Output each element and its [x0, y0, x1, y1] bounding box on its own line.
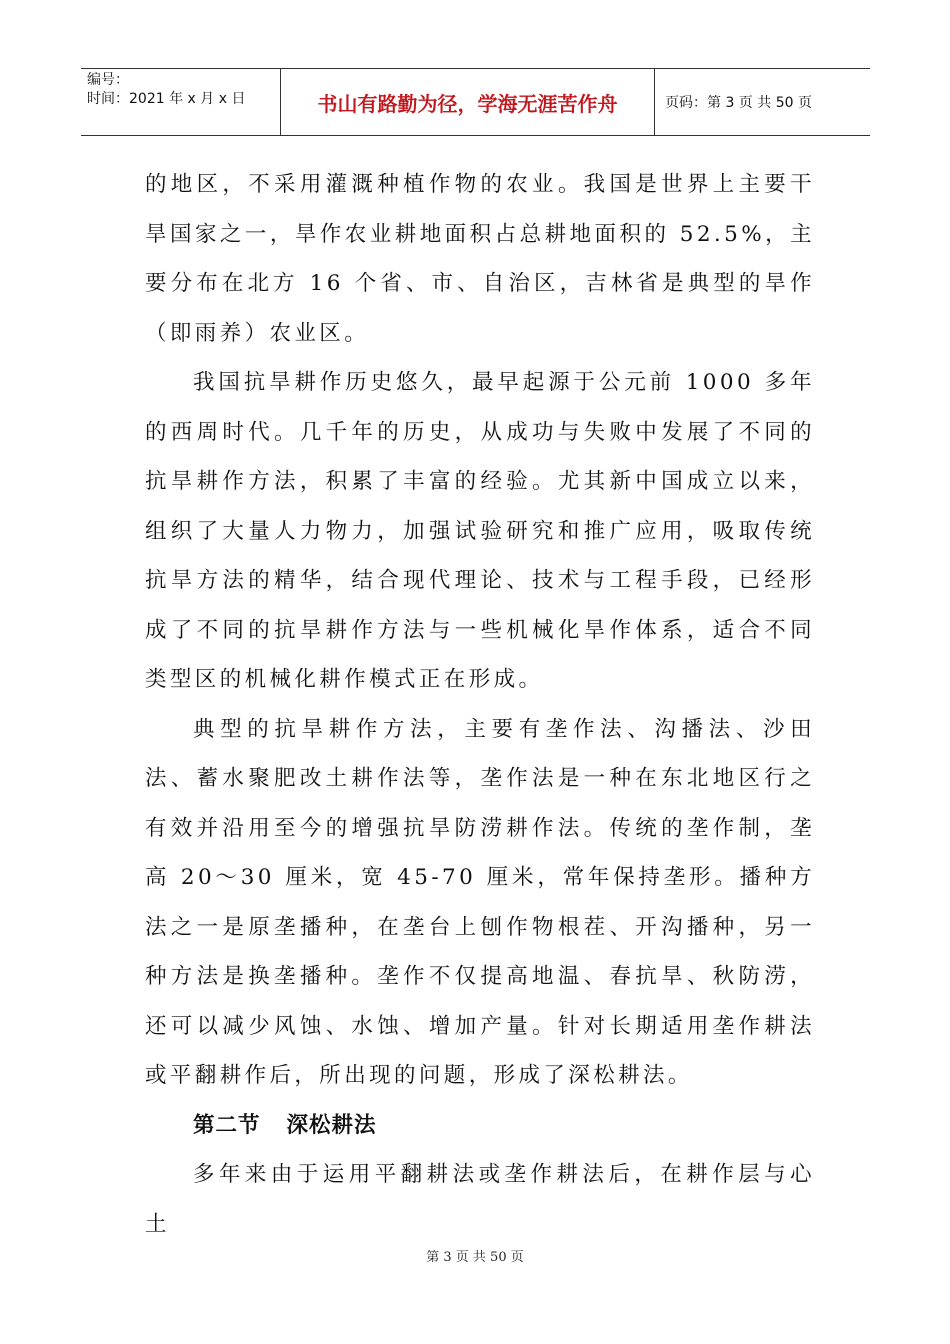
header-motto: 书山有路勤为径，学海无涯苦作舟	[281, 69, 655, 135]
paragraph-4: 多年来由于运用平翻耕法或垄作耕法后，在耕作层与心土	[145, 1162, 815, 1237]
section-heading	[145, 1101, 815, 1151]
section-number: 第二节	[193, 1112, 261, 1138]
section-title: 深松耕法	[286, 1112, 377, 1138]
paragraph-1: 的地区，不采用灌溉种植作物的农业。我国是世界上主要干旱国家之一，旱作农业耕地面积占总耕地面积的 52.5%，主要分布在北方 16 个省、市、自治区，吉林省是典型的旱作（即雨养）农业区。	[145, 172, 815, 346]
document-body	[145, 160, 815, 1249]
document-number-label: 编号：	[87, 72, 129, 88]
header-page-info: 页码：第 3 页 共 50 页	[665, 95, 812, 111]
paragraph-3: 典型的抗旱耕作方法，主要有垄作法、沟播法、沙田法、蓄水聚肥改土耕作法等，垄作法是一种在东北地区行之有效并沿用至今的增强抗旱防涝耕作法。传统的垄作制，垄高 20～30 厘米，宽 45-70 厘米，常年保持垄形。播种方法之一是原垄播种，在垄台上刨作物根茬、开沟播种，另一种方法是换垄播种。垄作不仅提高地温、春抗旱、秋防涝，还可以减少风蚀、水蚀、增加产量。针对长期适用垄作耕法或平翻耕作后，所出现的问题，形成了深松耕法。	[145, 716, 815, 1088]
header-meta-cell	[81, 69, 281, 135]
page-header	[81, 68, 870, 136]
document-date: 时间：2021 年 x 月 x 日	[87, 91, 246, 107]
paragraph-2: 我国抗旱耕作历史悠久，最早起源于公元前 1000 多年的西周时代。几千年的历史，从成功与失败中发展了不同的抗旱耕作方法，积累了丰富的经验。尤其新中国成立以来，组织了大量人力物力，加强试验研究和推广应用，吸取传统抗旱方法的精华，结合现代理论、技术与工程手段，已经形成了不同的抗旱耕作方法与一些机械化旱作体系，适合不同类型区的机械化耕作模式正在形成。	[145, 370, 815, 692]
page-footer: 第 3 页 共 50 页	[426, 1250, 524, 1265]
